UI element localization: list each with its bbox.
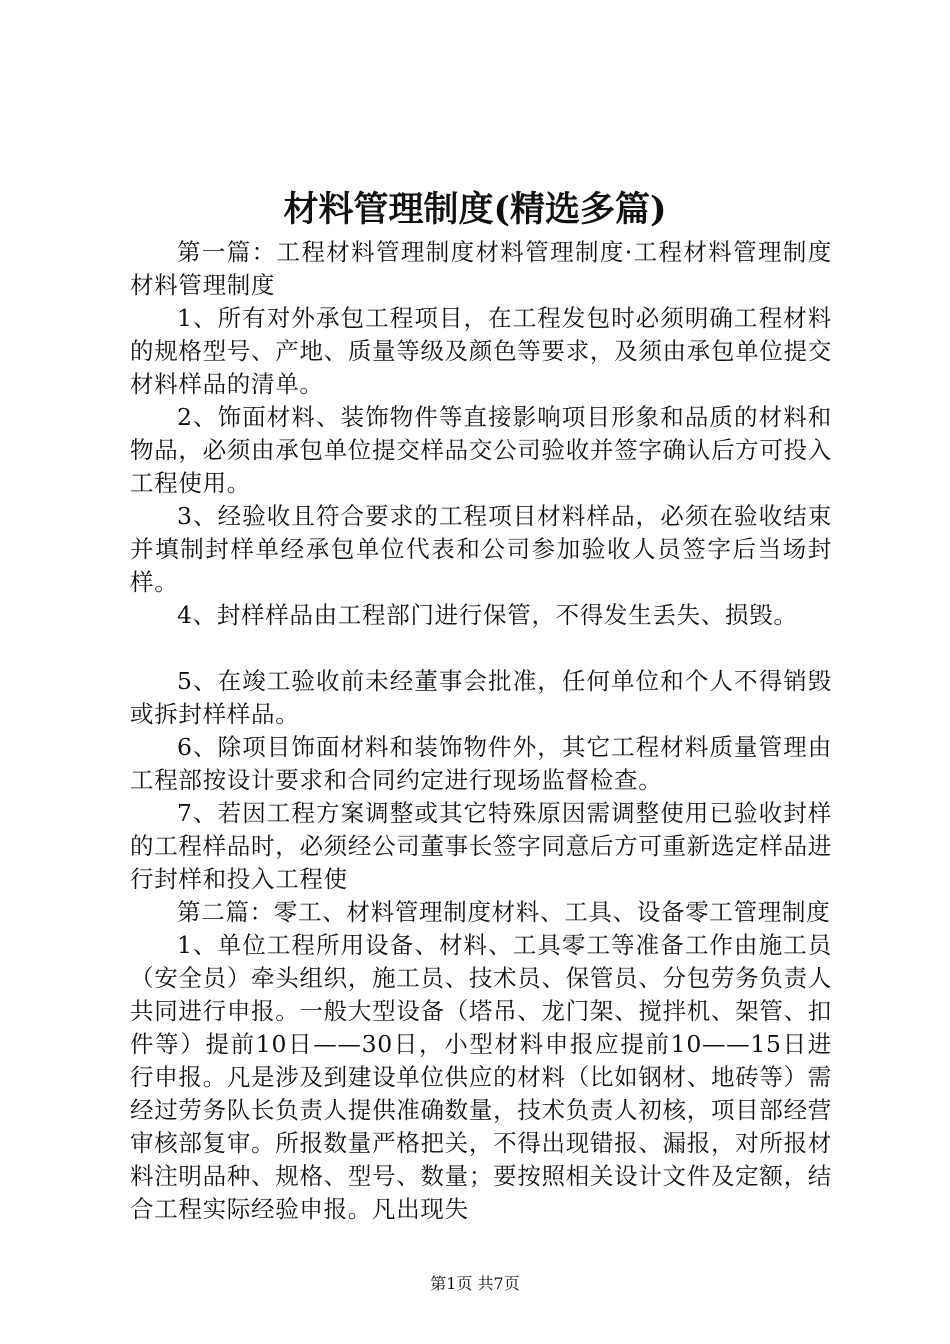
section-heading-2: 第二篇：零工、材料管理制度材料、工具、设备零工管理制度 (177, 898, 831, 926)
paragraph-item-5: 5、在竣工验收前未经董事会批准，任何单位和个人不得销毁或拆封样样品。 (130, 667, 832, 728)
blank-line (130, 632, 832, 665)
paragraph-item-8: 1、单位工程所用设备、材料、工具零工等准备工作由施工员（安全员）牵头组织，施工员、技术员、保管员、分包劳务负责人共同进行申报。一般大型设备（塔吊、龙门架、搅拌机、架管、扣件等）提前10日——30日，小型材料申报应提前10——15日进行申报。凡是涉及到建设单位供应的材料（比如钢材、地砖等）需经过劳务队长负责人提供准确数量，技术负责人初核，项目部经营审核部复审。所报数量严格把关，不得出现错报、漏报，对所报材料注明品种、规格、型号、数量；要按照相关设计文件及定额，结合工程实际经验申报。凡出现失 (130, 931, 832, 1223)
paragraph-item-4: 4、封样样品由工程部门进行保管，不得发生丢失、损毁。 (177, 601, 798, 629)
paragraph-item-7: 7、若因工程方案调整或其它特殊原因需调整使用已验收封样的工程样品时，必须经公司董事长签字同意后方可重新选定样品进行封样和投入工程使 (130, 799, 832, 893)
paragraph-item-3: 3、经验收且符合要求的工程项目材料样品，必须在验收结束并填制封样单经承包单位代表和公司参加验收人员签字后当场封样。 (130, 502, 832, 596)
page-footer: 第1页 共7页 (430, 1274, 520, 1293)
section-heading-1: 第一篇：工程材料管理制度材料管理制度·工程材料管理制度材料管理制度 (130, 238, 832, 299)
paragraph-item-1: 1、所有对外承包工程项目，在工程发包时必须明确工程材料的规格型号、产地、质量等级及颜色等要求，及须由承包单位提交材料样品的清单。 (130, 304, 832, 398)
paragraph-item-2: 2、饰面材料、装饰物件等直接影响项目形象和品质的材料和物品，必须由承包单位提交样品交公司验收并签字确认后方可投入工程使用。 (130, 403, 832, 497)
document-title: 材料管理制度(精选多篇) (283, 189, 667, 230)
paragraph-item-6: 6、除项目饰面材料和装饰物件外，其它工程材料质量管理由工程部按设计要求和合同约定进行现场监督检查。 (130, 733, 832, 794)
document-body (130, 236, 832, 1226)
